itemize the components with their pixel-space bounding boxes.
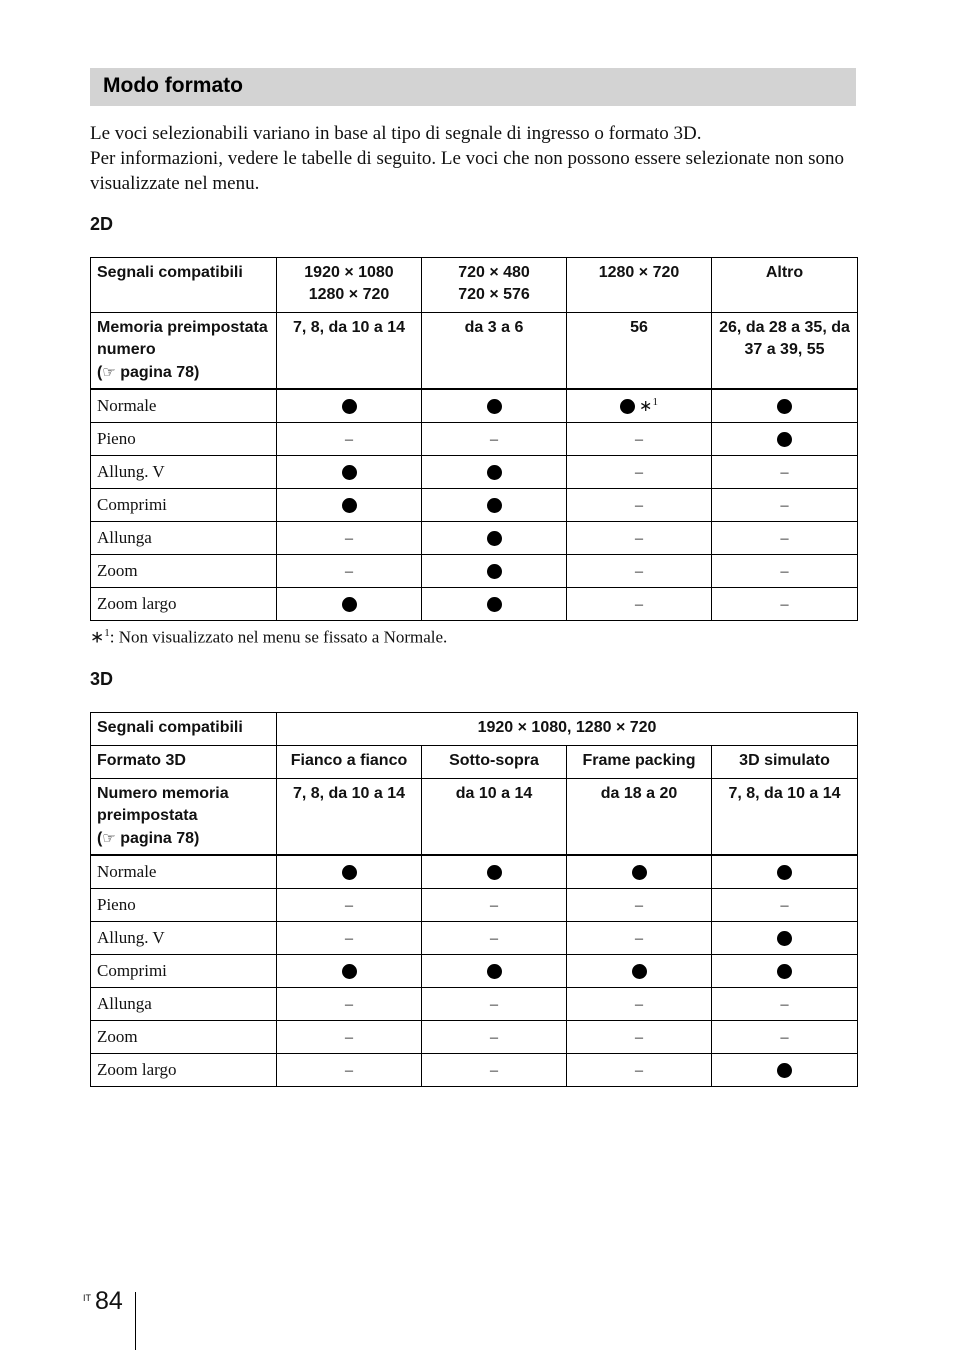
table-3d — [90, 712, 858, 1087]
table-3d-label: 3D — [90, 669, 114, 689]
row-cell — [422, 1053, 567, 1086]
header-label-3d-format: Formato 3D — [91, 746, 277, 779]
row-cell — [277, 455, 422, 488]
dash-mark: – — [780, 995, 789, 1013]
dash-mark: – — [780, 1028, 789, 1046]
row-cell — [277, 855, 422, 889]
row-cell — [567, 422, 712, 455]
table-row — [91, 888, 858, 921]
dash-mark: – — [780, 463, 789, 481]
header-col-1: 1920 × 1080 1280 × 720 — [277, 258, 422, 313]
format-col-1: Fianco a fianco — [277, 746, 422, 779]
row-cell — [422, 954, 567, 987]
table-row — [91, 921, 858, 954]
table-row — [91, 987, 858, 1020]
row-cell — [422, 488, 567, 521]
filled-circle-icon — [777, 865, 792, 880]
row-label: Zoom — [91, 554, 277, 587]
row-cell — [567, 389, 712, 423]
section-title: Modo formato — [103, 74, 243, 97]
footnote-reference-marker: ∗ — [639, 398, 653, 416]
row-cell — [567, 587, 712, 620]
row-cell — [567, 987, 712, 1020]
preset-col-2: da 10 a 14 — [422, 779, 567, 855]
header-signals-value: 1920 × 1080, 1280 × 720 — [277, 713, 858, 746]
row-cell — [277, 488, 422, 521]
filled-circle-icon — [620, 399, 635, 414]
row-cell — [712, 1020, 858, 1053]
dash-mark: – — [490, 929, 498, 947]
row-cell — [422, 1020, 567, 1053]
dash-mark: – — [780, 529, 789, 547]
row-cell — [277, 888, 422, 921]
row-cell — [712, 389, 858, 423]
dash-mark: – — [635, 995, 643, 1013]
row-cell — [277, 921, 422, 954]
header-col-3: 1280 × 720 — [567, 258, 712, 313]
table-row — [91, 954, 858, 987]
header-label-preset-memory: Numero memoria preimpostata (☞ pagina 78) — [91, 779, 277, 855]
row-cell — [712, 521, 858, 554]
filled-circle-icon — [777, 1063, 792, 1078]
table-row — [91, 422, 858, 455]
preset-memory-label: Memoria preimpostata numero — [97, 319, 268, 358]
intro-line-2: Per informazioni, vedere le tabelle di seguito. Le voci che non possono essere selezionate non sono visualizzate nel menu. — [90, 148, 844, 194]
row-cell — [277, 987, 422, 1020]
dash-mark: – — [635, 430, 643, 448]
row-cell — [712, 455, 858, 488]
preset-col-4: 26, da 28 a 35, da 37 a 39, 55 — [712, 313, 858, 389]
row-cell — [277, 389, 422, 423]
filled-circle-icon — [632, 964, 647, 979]
row-label: Pieno — [91, 422, 277, 455]
dash-mark: – — [635, 896, 643, 914]
row-cell — [277, 954, 422, 987]
row-label: Allunga — [91, 521, 277, 554]
row-cell — [712, 855, 858, 889]
filled-circle-icon — [487, 531, 502, 546]
footnote — [90, 627, 447, 648]
row-label: Allung. V — [91, 455, 277, 488]
row-label: Normale — [91, 389, 277, 423]
filled-circle-icon — [777, 432, 792, 447]
table-row — [91, 389, 858, 423]
filled-circle-icon — [342, 399, 357, 414]
row-cell — [422, 455, 567, 488]
filled-circle-icon — [487, 597, 502, 612]
filled-circle-icon — [487, 465, 502, 480]
row-cell — [422, 921, 567, 954]
row-cell — [712, 488, 858, 521]
row-label: Allunga — [91, 987, 277, 1020]
filled-circle-icon — [632, 865, 647, 880]
row-cell — [422, 888, 567, 921]
row-cell — [567, 855, 712, 889]
row-cell — [277, 422, 422, 455]
dash-mark: – — [635, 595, 643, 613]
dash-mark: – — [635, 463, 643, 481]
dash-mark: – — [635, 1061, 643, 1079]
dash-mark: – — [635, 929, 643, 947]
table-row — [91, 488, 858, 521]
dash-mark: – — [345, 529, 353, 547]
row-cell — [422, 855, 567, 889]
dash-mark: – — [780, 595, 789, 613]
row-cell — [567, 554, 712, 587]
row-label: Zoom largo — [91, 587, 277, 620]
filled-circle-icon — [487, 564, 502, 579]
filled-circle-icon — [487, 399, 502, 414]
header-label-preset-memory: Memoria preimpostata numero (☞ pagina 78) — [91, 313, 277, 389]
filled-circle-icon — [342, 964, 357, 979]
dash-mark: – — [635, 562, 643, 580]
table-2d-label: 2D — [90, 214, 114, 234]
dash-mark: – — [345, 929, 353, 947]
header-col-4: Altro — [712, 258, 858, 313]
dash-mark: – — [490, 1028, 498, 1046]
preset-col-3: da 18 a 20 — [567, 779, 712, 855]
row-cell — [567, 1020, 712, 1053]
row-cell — [277, 587, 422, 620]
dash-mark: – — [635, 496, 643, 514]
row-cell — [712, 921, 858, 954]
filled-circle-icon — [487, 865, 502, 880]
format-col-2: Sotto-sopra — [422, 746, 567, 779]
table-row — [91, 455, 858, 488]
dash-mark: – — [780, 562, 789, 580]
row-cell — [422, 422, 567, 455]
row-label: Pieno — [91, 888, 277, 921]
dash-mark: – — [490, 995, 498, 1013]
footnote-reference-number: 1 — [652, 396, 658, 409]
row-label: Normale — [91, 855, 277, 889]
filled-circle-icon — [487, 964, 502, 979]
dash-mark: – — [490, 1061, 498, 1079]
header-label-signals: Segnali compatibili — [91, 258, 277, 313]
table-row — [91, 554, 858, 587]
dash-mark: – — [345, 1028, 353, 1046]
row-label: Zoom — [91, 1020, 277, 1053]
row-cell — [422, 554, 567, 587]
dash-mark: – — [345, 1061, 353, 1079]
row-cell — [712, 954, 858, 987]
row-cell — [567, 1053, 712, 1086]
row-cell — [422, 521, 567, 554]
footnote-reference — [639, 398, 658, 415]
filled-circle-icon — [342, 865, 357, 880]
page-reference: pagina 78) — [120, 364, 200, 381]
row-cell — [567, 954, 712, 987]
row-cell — [422, 587, 567, 620]
format-col-3: Frame packing — [567, 746, 712, 779]
row-cell — [712, 587, 858, 620]
row-cell — [277, 521, 422, 554]
dash-mark: – — [635, 1028, 643, 1046]
table-2d — [90, 257, 858, 621]
row-label: Comprimi — [91, 954, 277, 987]
table-row — [91, 1020, 858, 1053]
preset-col-1: 7, 8, da 10 a 14 — [277, 313, 422, 389]
filled-circle-icon — [777, 964, 792, 979]
row-label: Comprimi — [91, 488, 277, 521]
row-cell — [567, 921, 712, 954]
format-col-4: 3D simulato — [712, 746, 858, 779]
row-label: Zoom largo — [91, 1053, 277, 1086]
filled-circle-icon — [342, 597, 357, 612]
language-code: IT — [83, 1293, 91, 1303]
dash-mark: – — [345, 896, 353, 914]
pointing-hand-icon: ☞ — [102, 363, 116, 381]
dash-mark: – — [780, 496, 789, 514]
row-cell — [712, 987, 858, 1020]
row-cell — [567, 888, 712, 921]
row-cell — [567, 455, 712, 488]
filled-circle-icon — [487, 498, 502, 513]
dash-mark: – — [345, 430, 353, 448]
page-number: 84 — [95, 1287, 123, 1315]
preset-col-3: 56 — [567, 313, 712, 389]
table-row — [91, 521, 858, 554]
row-cell — [422, 389, 567, 423]
filled-circle-icon — [777, 399, 792, 414]
section-header-bar — [90, 68, 856, 106]
header-label-signals: Segnali compatibili — [91, 713, 277, 746]
preset-col-1: 7, 8, da 10 a 14 — [277, 779, 422, 855]
preset-memory-label: Numero memoria preimpostata — [97, 785, 229, 824]
dash-mark: – — [635, 529, 643, 547]
table-row — [91, 1053, 858, 1086]
row-label: Allung. V — [91, 921, 277, 954]
dash-mark: – — [490, 896, 498, 914]
table-row — [91, 587, 858, 620]
intro-line-1: Le voci selezionabili variano in base al tipo di segnale di ingresso o formato 3D. — [90, 123, 702, 144]
footnote-text: : Non visualizzato nel menu se fissato a Normale. — [109, 627, 448, 647]
row-cell — [567, 521, 712, 554]
filled-circle-icon — [777, 931, 792, 946]
row-cell — [422, 987, 567, 1020]
row-cell — [277, 1020, 422, 1053]
footnote-marker: ∗ — [90, 627, 105, 647]
footnote-number: 1 — [104, 627, 110, 639]
preset-col-4: 7, 8, da 10 a 14 — [712, 779, 858, 855]
row-cell — [567, 488, 712, 521]
preset-col-2: da 3 a 6 — [422, 313, 567, 389]
page-reference: pagina 78) — [120, 830, 200, 847]
dash-mark: – — [345, 995, 353, 1013]
row-cell — [712, 888, 858, 921]
row-cell — [277, 554, 422, 587]
dash-mark: – — [780, 896, 789, 914]
row-cell — [712, 1053, 858, 1086]
table-row — [91, 855, 858, 889]
row-cell — [712, 554, 858, 587]
dash-mark: – — [345, 562, 353, 580]
filled-circle-icon — [342, 465, 357, 480]
intro-paragraph — [90, 121, 870, 196]
dash-mark: – — [490, 430, 498, 448]
pointing-hand-icon: ☞ — [102, 829, 116, 847]
header-col-2: 720 × 480 720 × 576 — [422, 258, 567, 313]
row-cell — [277, 1053, 422, 1086]
row-cell — [712, 422, 858, 455]
footer-rule — [135, 1292, 136, 1350]
filled-circle-icon — [342, 498, 357, 513]
